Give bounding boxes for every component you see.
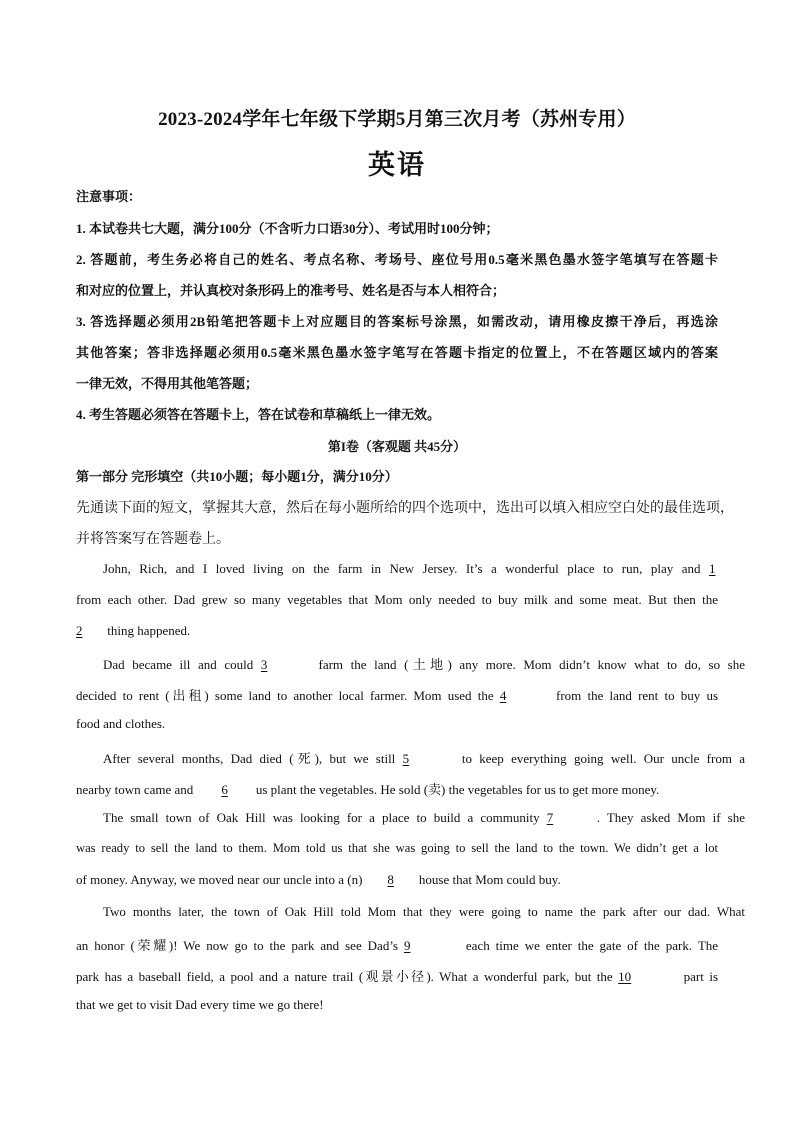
notice-heading: 注意事项： <box>76 189 142 204</box>
passage-line <box>76 748 745 767</box>
blank-9: 9 <box>403 938 411 953</box>
notice-line-2: 2. 答题前，考生务必将自己的姓名、考点名称、考场号、座位号用0.5毫米黑色墨水签字笔填写在答题卡 <box>76 252 718 267</box>
blank-6: 6 <box>221 782 228 797</box>
passage-text: from the land rent to buy us <box>556 688 719 703</box>
notice-line-4: 3. 答选择题必须用2B铅笔把答题卡上对应题目的答案标号涂黑，如需改动，请用橡皮擦干净后，再选涂 <box>76 314 718 329</box>
passage-line <box>76 779 718 798</box>
blank-10: 10 <box>618 969 632 984</box>
section-title: 第I卷（客观题 共45分） <box>327 439 467 454</box>
passage-text: part is <box>683 969 719 984</box>
passage-line <box>76 623 718 639</box>
blank-4: 4 <box>499 688 507 703</box>
blank-7: 7 <box>546 810 554 825</box>
passage-text: decided to rent (出租) some land to another local farmer. Mom used the <box>76 688 494 703</box>
passage-text: John, Rich, and I loved living on the farm in New Jersey. It’s a wonderful place to run, play and <box>103 561 701 576</box>
passage-text: house that Mom could buy. <box>418 872 561 887</box>
passage-text: park has a baseball field, a pool and a nature trail (观景小径). What a wonderful park, but the <box>76 969 613 984</box>
passage-line <box>76 654 745 673</box>
blank-2: 2 <box>76 623 83 638</box>
passage-text: to keep everything going well. Our uncle from a <box>461 751 745 766</box>
blank-5: 5 <box>402 751 410 766</box>
passage-line <box>76 872 718 888</box>
passage-line: Two months later, the town of Oak Hill told Mom that they were going to name the park after our dad. What <box>103 904 745 919</box>
notice-line-6: 一律无效，不得用其他笔答题； <box>76 376 259 391</box>
instruction-line-2: 并将答案写在答题卷上。 <box>76 532 230 547</box>
passage-text: us plant the vegetables. He sold (卖) the vegetables for us to get more money. <box>255 782 660 797</box>
passage-line: that we get to visit Dad every time we go there! <box>76 997 324 1012</box>
part-title: 第一部分 完形填空（共10小题；每小题1分，满分10分） <box>76 469 398 484</box>
passage-text: thing happened. <box>107 623 191 638</box>
passage-text: The small town of Oak Hill was looking for a place to build a community <box>103 810 540 825</box>
passage-text: farm the land (土地) any more. Mom didn’t know what to do, so she <box>318 657 746 672</box>
passage-text: of money. Anyway, we moved near our uncle into a (n) <box>76 872 363 887</box>
notice-line-3: 和对应的位置上，并认真校对条形码上的准考号、姓名是否与本人相符合； <box>76 283 506 298</box>
passage-text: an honor (荣耀)! We now go to the park and see Dad’s <box>76 938 398 953</box>
passage-line: was ready to sell the land to them. Mom told us that she was going to sell the land to the town. We didn’t get a lot <box>76 841 718 855</box>
passage-text: each time we enter the gate of the park. The <box>465 938 719 953</box>
notice-line-7: 4. 考生答题必须答在答题卡上，答在试卷和草稿纸上一律无效。 <box>76 407 441 422</box>
exam-title: 2023-2024学年七年级下学期5月第三次月考（苏州专用） <box>158 109 636 130</box>
subject-heading: 英语 <box>368 150 426 180</box>
notice-line-5: 其他答案；答非选择题必须用0.5毫米黑色墨水签字笔写在答题卡指定的位置上，不在答题区域内的答案 <box>76 345 718 360</box>
passage-line: food and clothes. <box>76 716 166 731</box>
passage-line: from each other. Dad grew so many vegetables that Mom only needed to buy milk and some meat. But then the <box>76 592 718 607</box>
passage-line <box>76 685 718 704</box>
notice-line-1: 1. 本试卷共七大题，满分100分（不含听力口语30分）、考试用时100分钟； <box>76 221 499 236</box>
passage-text: . They asked Mom if she <box>596 810 746 825</box>
passage-line <box>76 966 718 985</box>
blank-8: 8 <box>387 872 394 887</box>
passage-line <box>76 810 745 826</box>
passage-text: nearby town came and <box>76 782 194 797</box>
passage-line <box>76 561 745 577</box>
instruction-line-1: 先通读下面的短文，掌握其大意，然后在每小题所给的四个选项中，选出可以填入相应空白处的最佳选项， <box>76 501 734 516</box>
passage-text: Dad became ill and could <box>103 657 254 672</box>
blank-3: 3 <box>260 657 268 672</box>
blank-1: 1 <box>709 561 716 576</box>
passage-line <box>76 935 718 954</box>
passage-text: After several months, Dad died (死), but we still <box>103 751 396 766</box>
